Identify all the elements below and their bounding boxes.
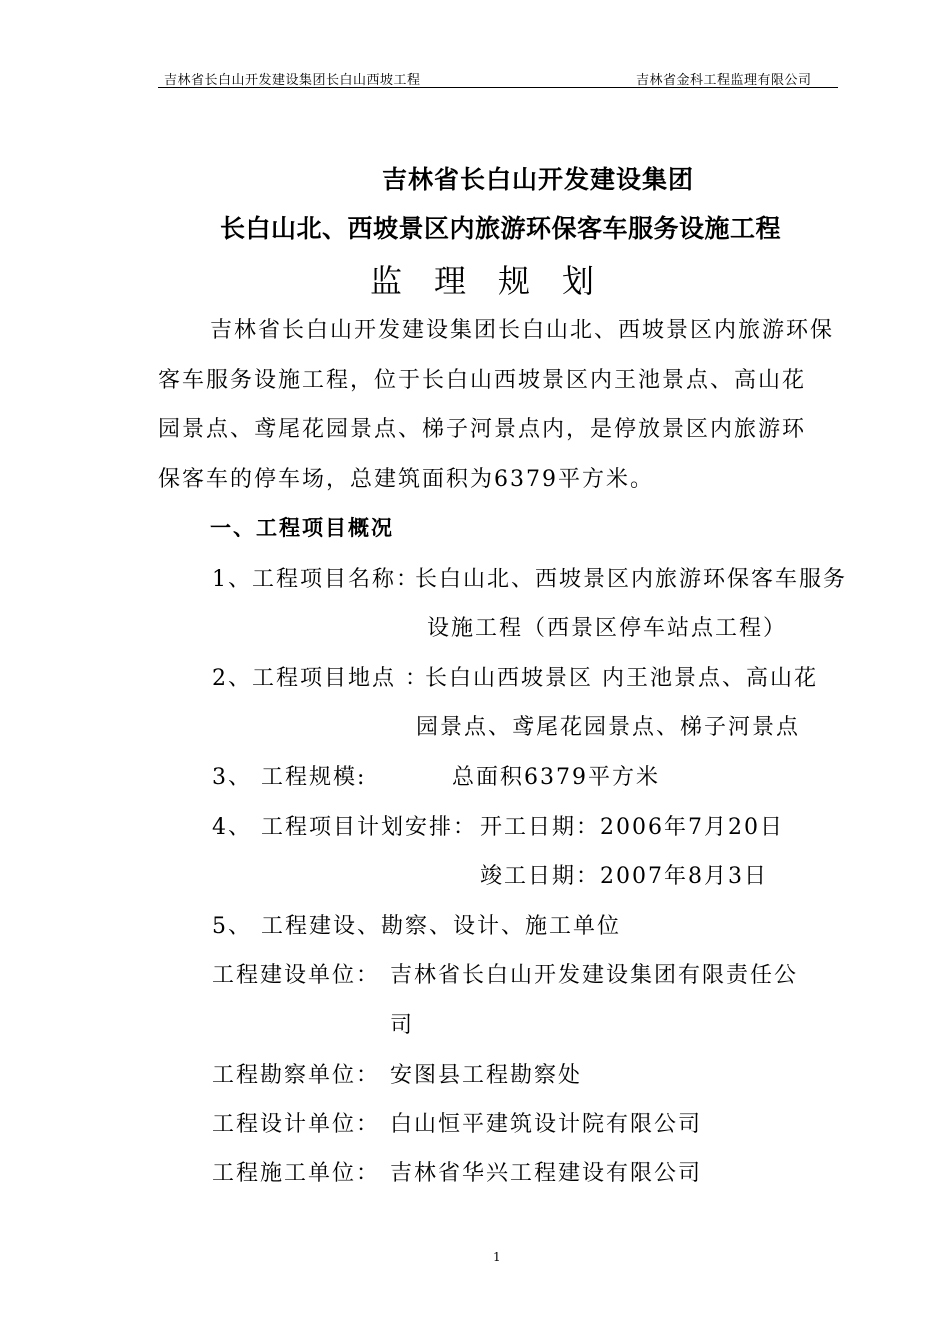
intro-line-4: 保客车的停车场，总建筑面积为6379平方米。: [158, 467, 654, 492]
item3-value: 总面积6379平方米: [452, 765, 660, 790]
item4-end-date: 竣工日期：2007年8月3日: [480, 864, 768, 889]
item3-label: 3、 工程规模:: [212, 765, 367, 790]
document-title: 监理规划: [370, 262, 627, 300]
intro-line-1: 吉林省长白山开发建设集团长白山北、西坡景区内旅游环保: [210, 318, 835, 343]
header-divider: [158, 87, 838, 88]
item1-value-line-2: 设施工程（西景区停车站点工程）: [427, 616, 788, 641]
construction-label: 工程施工单位：: [212, 1161, 381, 1186]
item2-value-line-2: 园景点、鸢尾花园景点、梯子河景点: [416, 715, 801, 740]
item5-label: 5、 工程建设、勘察、设计、施工单位: [212, 914, 621, 939]
builder-value-line-2: 司: [390, 1013, 415, 1038]
header-company-name: 吉林省金科工程监理有限公司: [636, 73, 812, 88]
item4-label: 4、 工程项目计划安排：: [212, 815, 477, 840]
survey-label: 工程勘察单位：: [212, 1063, 381, 1088]
design-value: 白山恒平建筑设计院有限公司: [390, 1112, 703, 1137]
builder-value-line-1: 吉林省长白山开发建设集团有限责任公: [390, 963, 799, 988]
builder-label: 工程建设单位：: [212, 963, 381, 988]
survey-value: 安图县工程勘察处: [390, 1063, 583, 1088]
item2-value-line-1: 长白山西坡景区 内王池景点、高山花: [425, 666, 818, 691]
title-line-2: 长白山北、西坡景区内旅游环保客车服务设施工程: [220, 214, 782, 243]
item1-label: 1、工程项目名称：: [212, 567, 420, 592]
item4-start-date: 开工日期：2006年7月20日: [480, 815, 784, 840]
construction-value: 吉林省华兴工程建设有限公司: [390, 1161, 703, 1186]
intro-line-2: 客车服务设施工程，位于长白山西坡景区内王池景点、高山花: [158, 368, 807, 393]
design-label: 工程设计单位：: [212, 1112, 381, 1137]
intro-line-3: 园景点、鸢尾花园景点、梯子河景点内，是停放景区内旅游环: [158, 417, 807, 442]
item2-label: 2、工程项目地点 ：: [212, 666, 429, 691]
section-heading: 一、工程项目概况: [210, 516, 394, 540]
item1-value-line-1: 长白山北、西坡景区内旅游环保客车服务: [415, 567, 848, 592]
title-line-1: 吉林省长白山开发建设集团: [381, 165, 694, 194]
page-number: 1: [493, 1250, 501, 1264]
header-project-name: 吉林省长白山开发建设集团长白山西坡工程: [164, 73, 421, 88]
